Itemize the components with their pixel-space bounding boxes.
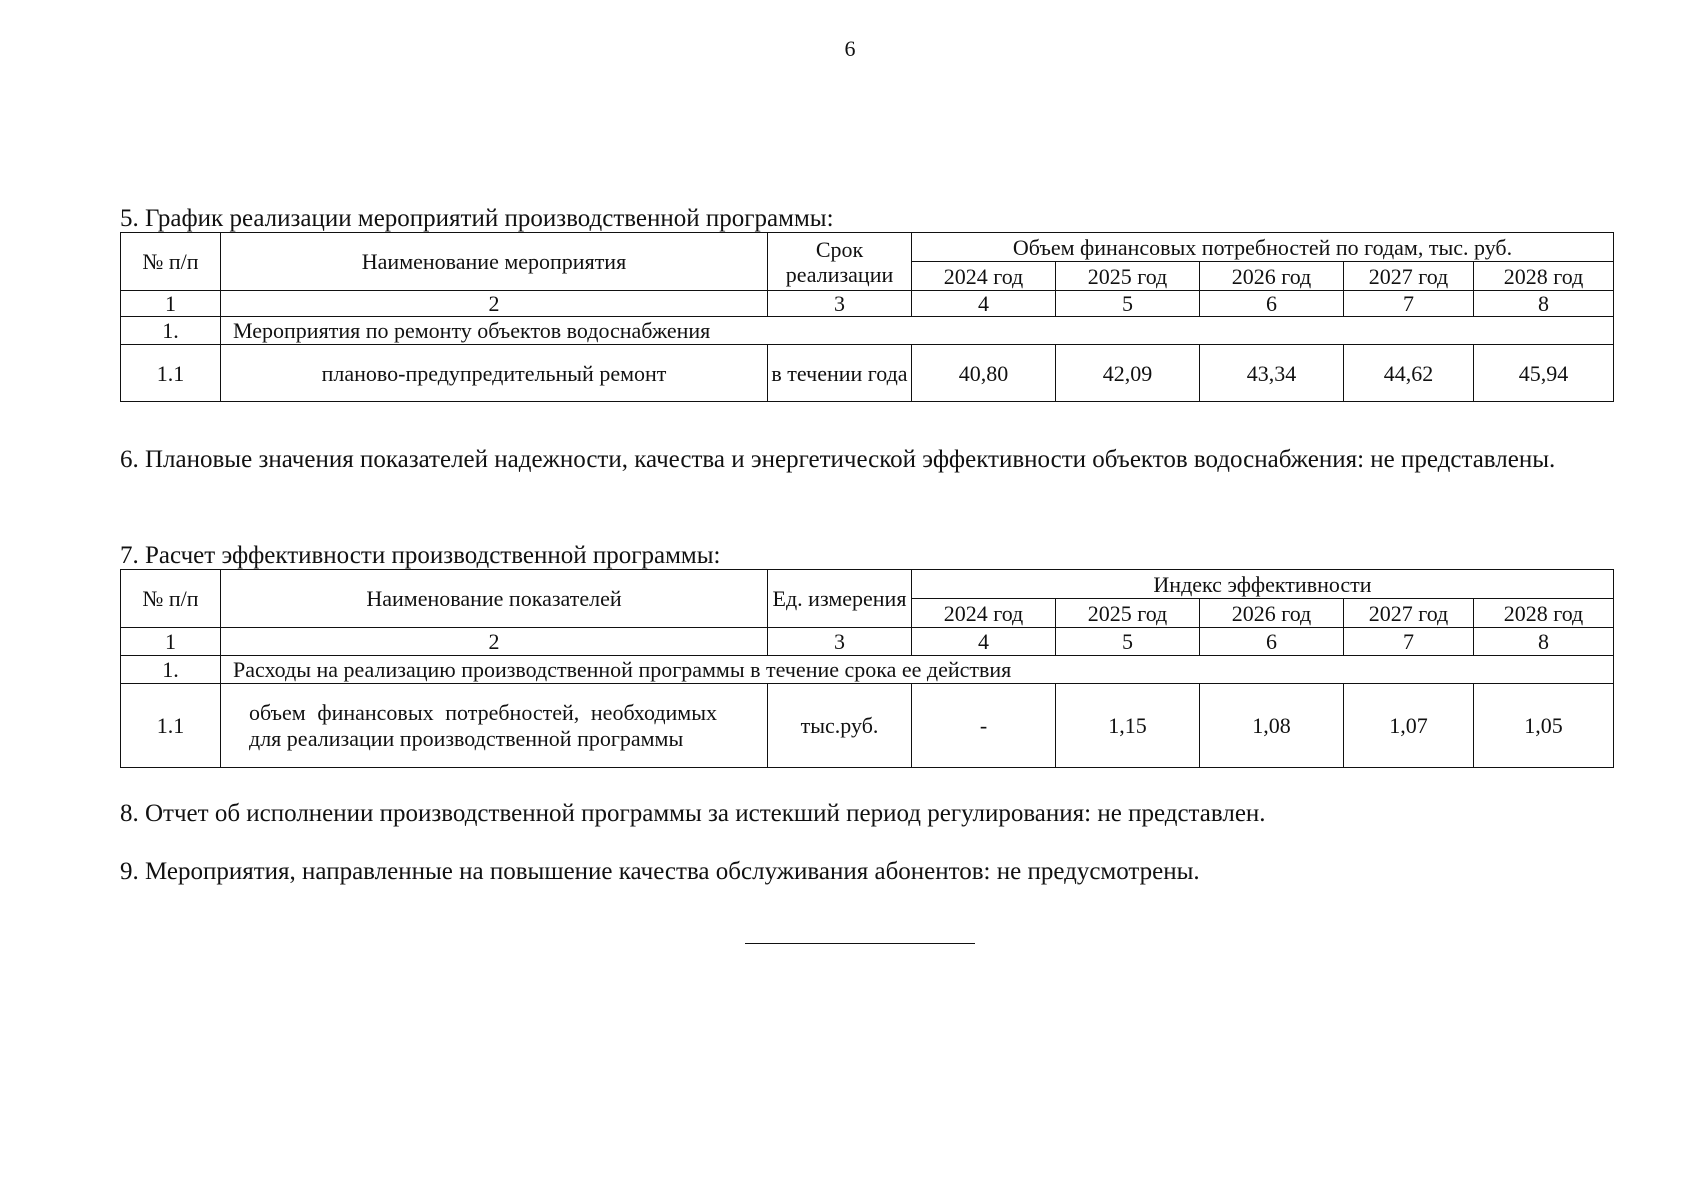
column-number-row <box>121 291 1614 317</box>
table-row <box>121 345 1614 402</box>
implementation-schedule-table <box>120 232 1614 402</box>
value-2024: 40,80 <box>912 345 1056 402</box>
header-year: 2024 год <box>912 262 1056 291</box>
value-2027: 1,07 <box>1344 684 1474 768</box>
header-unit: Ед. измерения <box>768 570 912 628</box>
column-number: 8 <box>1474 291 1614 317</box>
column-number: 7 <box>1344 628 1474 656</box>
column-number-row <box>121 628 1614 656</box>
row-number: 1.1 <box>121 684 221 768</box>
activity-term: в течении года <box>768 345 912 402</box>
header-year: 2026 год <box>1200 262 1344 291</box>
section-6-text: 6. Плановые значения показателей надежности, качества и энергетической эффективности объектов водоснабжения: не представлены. <box>120 446 1556 473</box>
column-number: 4 <box>912 291 1056 317</box>
column-number: 3 <box>768 628 912 656</box>
page-number: 6 <box>844 36 856 61</box>
header-year: 2028 год <box>1474 262 1614 291</box>
value-2028: 45,94 <box>1474 345 1614 402</box>
group-row-title: Мероприятия по ремонту объектов водоснабжения <box>221 317 1614 345</box>
column-number: 1 <box>121 291 221 317</box>
header-activity-name: Наименование мероприятия <box>221 233 768 291</box>
column-number: 2 <box>221 628 768 656</box>
column-number: 8 <box>1474 628 1614 656</box>
column-number: 4 <box>912 628 1056 656</box>
section-5-heading: 5. График реализации мероприятий производственной программы: <box>120 205 834 232</box>
end-separator-line <box>745 943 975 944</box>
group-row-title: Расходы на реализацию производственной программы в течение срока ее действия <box>221 656 1614 684</box>
group-row-number: 1. <box>121 656 221 684</box>
header-year: 2025 год <box>1056 599 1200 628</box>
row-number: 1.1 <box>121 345 221 402</box>
column-number: 2 <box>221 291 768 317</box>
header-year: 2028 год <box>1474 599 1614 628</box>
indicator-name: объем финансовых потребностей, необходимых для реализации производственной программы <box>221 684 768 768</box>
column-number: 1 <box>121 628 221 656</box>
column-number: 7 <box>1344 291 1474 317</box>
group-row-number: 1. <box>121 317 221 345</box>
column-number: 6 <box>1200 291 1344 317</box>
value-2027: 44,62 <box>1344 345 1474 402</box>
section-9-text: 9. Мероприятия, направленные на повышение качества обслуживания абонентов: не предусмотрены. <box>120 858 1200 885</box>
column-number: 5 <box>1056 628 1200 656</box>
activity-name: планово-предупредительный ремонт <box>221 345 768 402</box>
value-2025: 1,15 <box>1056 684 1200 768</box>
efficiency-table <box>120 569 1614 768</box>
header-year: 2026 год <box>1200 599 1344 628</box>
value-2024: - <box>912 684 1056 768</box>
header-number: № п/п <box>121 233 221 291</box>
column-number: 3 <box>768 291 912 317</box>
indicator-unit: тыс.руб. <box>768 684 912 768</box>
header-year: 2024 год <box>912 599 1056 628</box>
section-7-heading: 7. Расчет эффективности производственной программы: <box>120 542 721 569</box>
value-2026: 1,08 <box>1200 684 1344 768</box>
header-financial-needs: Объем финансовых потребностей по годам, тыс. руб. <box>912 233 1614 262</box>
column-number: 6 <box>1200 628 1344 656</box>
header-indicator-name: Наименование показателей <box>221 570 768 628</box>
value-2026: 43,34 <box>1200 345 1344 402</box>
value-2025: 42,09 <box>1056 345 1200 402</box>
group-row <box>121 656 1614 684</box>
header-year: 2027 год <box>1344 262 1474 291</box>
header-year: 2027 год <box>1344 599 1474 628</box>
column-number: 5 <box>1056 291 1200 317</box>
group-row <box>121 317 1614 345</box>
header-number: № п/п <box>121 570 221 628</box>
header-term: Срок реализации <box>768 233 912 291</box>
table-row <box>121 684 1614 768</box>
header-year: 2025 год <box>1056 262 1200 291</box>
section-8-text: 8. Отчет об исполнении производственной программы за истекший период регулирования: не представлен. <box>120 800 1266 827</box>
value-2028: 1,05 <box>1474 684 1614 768</box>
header-efficiency-index: Индекс эффективности <box>912 570 1614 599</box>
